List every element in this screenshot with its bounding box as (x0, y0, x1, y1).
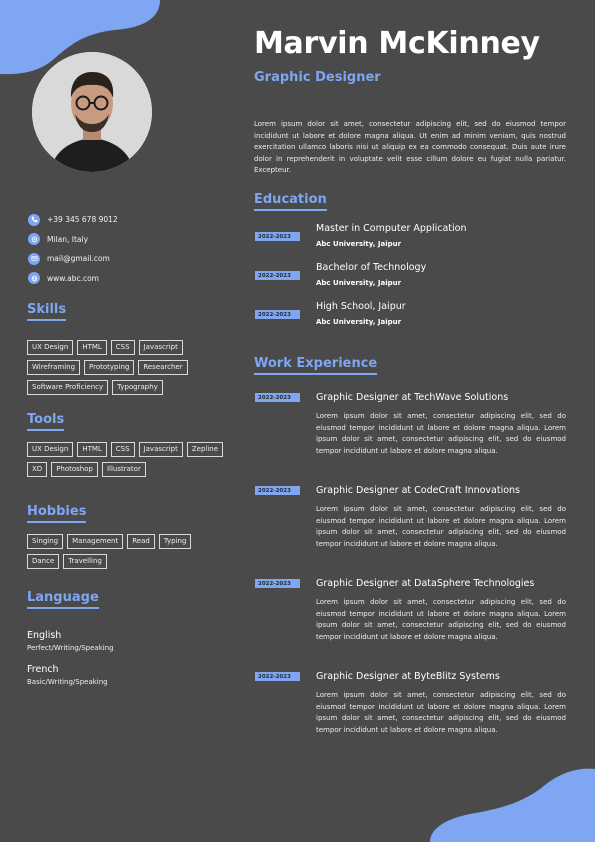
skill-tag: CSS (111, 340, 135, 355)
profile-summary: Lorem ipsum dolor sit amet, consectetur adipiscing elit, sed do eiusmod tempor incididunt ut labore et dolore magna aliqua. Ut enim ad minim veniam, quis nostrud exercitation ullamco laboris nisi ut aliquip ex ea commodo consequat. Duis aute irure dolor in reprehenderit in voluptate velit esse cillum dolore eu fugiat nulla pariatur. Excepteur. (254, 120, 566, 174)
language-heading-text: Language (27, 590, 99, 605)
hobby-tag: Management (67, 534, 123, 549)
avatar (32, 52, 152, 172)
skill-tag: Wireframing (27, 360, 80, 375)
date-badge: 2022-2023 (255, 486, 300, 495)
date-badge: 2022-2023 (255, 232, 300, 241)
hobbies-heading-text: Hobbies (27, 504, 87, 519)
education-heading-text: Education (254, 192, 327, 207)
tool-tag: Illustrator (102, 462, 146, 477)
skills-underline (27, 319, 66, 321)
language-name: French (27, 664, 59, 675)
skill-tag: Researcher (138, 360, 187, 375)
education-school: Abc University, Jaipur (316, 240, 402, 248)
job-title: Graphic Designer at ByteBlitz Systems (316, 671, 500, 682)
contact-website-text[interactable]: www.abc.com (47, 273, 99, 283)
phone-icon (28, 214, 40, 226)
job-title: Graphic Designer at CodeCraft Innovations (316, 485, 521, 496)
contact-email (28, 249, 228, 269)
job-description: Lorem ipsum dolor sit amet, consectetur adipiscing elit, sed do eiusmod tempor incididunt ut labore et dolore magna aliqua. Lorem ipsum dolor sit amet, consectetur adipiscing elit, sed do eiusmod tempor incididunt ut labore et dolore magna aliqua. (316, 691, 566, 734)
date-badge: 2022-2023 (255, 310, 300, 319)
globe-icon (28, 272, 40, 284)
tool-tag: Zepline (187, 442, 223, 457)
contact-phone-text: +39 345 678 9012 (47, 215, 118, 225)
language-level: Perfect/Writing/Speaking (27, 644, 114, 652)
skill-tag: Prototyping (84, 360, 134, 375)
hobby-tag: Travelling (63, 554, 107, 569)
hobbies-heading (27, 504, 86, 523)
experience-heading-text: Work Experience (254, 356, 378, 371)
date-badge: 2022-2023 (255, 579, 300, 588)
skill-tag: Typography (112, 380, 163, 395)
language-level: Basic/Writing/Speaking (27, 678, 108, 686)
contact-phone (28, 210, 228, 230)
skill-tag: UX Design (27, 340, 73, 355)
experience-underline (254, 373, 377, 375)
hobbies-tags (27, 534, 227, 569)
tools-tags (27, 442, 227, 477)
tools-underline (27, 429, 64, 431)
skill-tag: Javascript (139, 340, 183, 355)
tool-tag: Photoshop (51, 462, 98, 477)
contact-location-text: Milan, Italy (47, 234, 89, 244)
location-icon (28, 233, 40, 245)
decorative-blob-bottom (430, 767, 595, 842)
date-badge: 2022-2023 (255, 393, 300, 402)
tool-tag: HTML (77, 442, 106, 457)
language-heading (27, 590, 99, 609)
skill-tag: HTML (77, 340, 106, 355)
education-school: Abc University, Jaipur (316, 279, 402, 287)
hobbies-underline (27, 521, 86, 523)
education-degree: Master in Computer Application (316, 223, 467, 234)
job-title: Graphic Designer at DataSphere Technologies (316, 578, 535, 589)
hobby-tag: Typing (159, 534, 192, 549)
profile-photo (32, 52, 152, 172)
tool-tag: CSS (111, 442, 135, 457)
contact-list (28, 210, 228, 288)
hobby-tag: Read (127, 534, 155, 549)
skill-tag: Software Proficiency (27, 380, 108, 395)
tools-heading (27, 412, 64, 431)
language-name: English (27, 630, 62, 641)
skills-heading (27, 302, 66, 321)
experience-heading (254, 356, 377, 375)
tool-tag: XD (27, 462, 47, 477)
contact-website (28, 269, 228, 289)
job-description: Lorem ipsum dolor sit amet, consectetur adipiscing elit, sed do eiusmod tempor incididunt ut labore et dolore magna aliqua. Lorem ipsum dolor sit amet, consectetur adipiscing elit, sed do eiusmod tempor incididunt ut labore et dolore magna aliqua. (316, 505, 566, 548)
job-description: Lorem ipsum dolor sit amet, consectetur adipiscing elit, sed do eiusmod tempor incididunt ut labore et dolore magna aliqua. Lorem ipsum dolor sit amet, consectetur adipiscing elit, sed do eiusmod tempor incididunt ut labore et dolore magna aliqua. (316, 598, 566, 641)
tool-tag: UX Design (27, 442, 73, 457)
contact-location (28, 230, 228, 250)
education-degree: High School, Jaipur (316, 301, 406, 312)
language-underline (27, 607, 99, 609)
contact-email-text[interactable]: mail@gmail.com (47, 254, 110, 264)
hobby-tag: Singing (27, 534, 63, 549)
tools-heading-text: Tools (27, 412, 65, 427)
education-school: Abc University, Jaipur (316, 318, 402, 326)
candidate-name: Marvin McKinney (254, 26, 540, 61)
skills-heading-text: Skills (27, 302, 67, 317)
education-heading (254, 192, 327, 211)
skills-tags (27, 340, 227, 395)
job-title: Graphic Designer at TechWave Solutions (316, 392, 509, 403)
mail-icon (28, 253, 40, 265)
hobby-tag: Dance (27, 554, 59, 569)
date-badge: 2022-2023 (255, 271, 300, 280)
tool-tag: Javascript (139, 442, 183, 457)
date-badge: 2022-2023 (255, 672, 300, 681)
language-item (27, 630, 114, 652)
language-item (27, 664, 108, 686)
education-degree: Bachelor of Technology (316, 262, 427, 273)
education-underline (254, 209, 327, 211)
candidate-role: Graphic Designer (254, 70, 381, 85)
job-description: Lorem ipsum dolor sit amet, consectetur adipiscing elit, sed do eiusmod tempor incididunt ut labore et dolore magna aliqua. Lorem ipsum dolor sit amet, consectetur adipiscing elit, sed do eiusmod tempor incididunt ut labore et dolore magna aliqua. (316, 412, 566, 455)
